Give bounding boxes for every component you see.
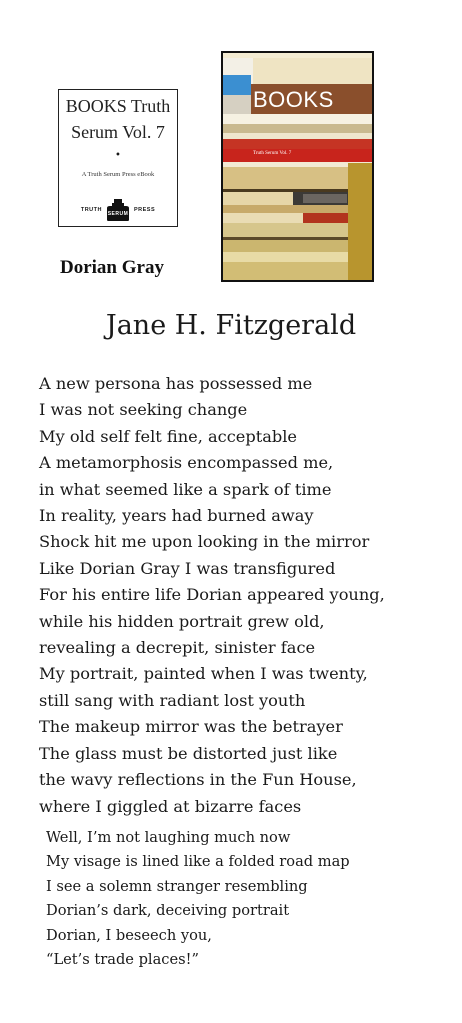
poem-line: My visage is lined like a folded road map: [46, 853, 350, 871]
logo-title: [59, 93, 177, 145]
stanza-1: [39, 371, 385, 820]
poem-line: My old self felt fine, acceptable: [39, 426, 297, 446]
poem-line: Shock hit me upon looking in the mirror: [39, 532, 370, 552]
poem-line: Well, I’m not laughing much now: [46, 829, 291, 846]
poem-line: where I giggled at bizarre faces: [39, 796, 302, 816]
poem-line: In reality, years had burned away: [39, 506, 314, 526]
stanza-2: [46, 826, 350, 972]
cover-title: BOOKS: [253, 87, 334, 112]
cover-subtitle: Truth Serum Vol. 7: [253, 151, 292, 156]
poem-line: Dorian’s dark, deceiving portrait: [46, 902, 290, 920]
poem-line: I see a solemn stranger resembling: [46, 877, 308, 895]
press-word-mid: SERUM: [107, 211, 129, 217]
press-wordmark: [59, 198, 177, 222]
poem-line: Dorian, I beseech you,: [46, 926, 212, 944]
poem-line: My portrait, painted when I was twenty,: [39, 664, 368, 684]
poem-line: A new persona has possessed me: [39, 374, 313, 393]
poem-line: Like Dorian Gray I was transfigured: [39, 558, 336, 578]
press-word-right: PRESS: [133, 207, 156, 213]
logo-title-line1: BOOKS Truth: [65, 96, 171, 116]
poem-line: I was not seeking change: [39, 400, 248, 420]
poem-line: revealing a decrepit, sinister face: [39, 638, 316, 658]
poem-line: The glass must be distorted just like: [39, 743, 338, 763]
poem-line: still sang with radiant lost youth: [39, 690, 306, 710]
ink-bottle-icon: [105, 198, 131, 222]
book-cover-image: [221, 51, 374, 282]
poem-line: the wavy reflections in the Fun House,: [39, 770, 357, 790]
poem-line: “Let’s trade places!”: [46, 951, 199, 969]
press-word-left: TRUTH: [80, 207, 102, 213]
poem-line: A metamorphosis encompassed me,: [39, 453, 334, 473]
poem-line: The makeup mirror was the betrayer: [39, 717, 343, 737]
logo-title-line2: Serum Vol. 7: [71, 122, 165, 142]
poem-line: in what seemed like a spark of time: [39, 479, 332, 499]
press-logo: [58, 89, 178, 227]
author-name: Jane H. Fitzgerald: [105, 310, 357, 341]
poem-line: For his entire life Dorian appeared young,: [39, 585, 385, 605]
logo-bullet: •: [115, 150, 121, 161]
logo-subtitle: A Truth Serum Press eBook: [81, 171, 155, 178]
poem-title: Dorian Gray: [60, 257, 164, 278]
poem-line: while his hidden portrait grew old,: [39, 611, 325, 631]
